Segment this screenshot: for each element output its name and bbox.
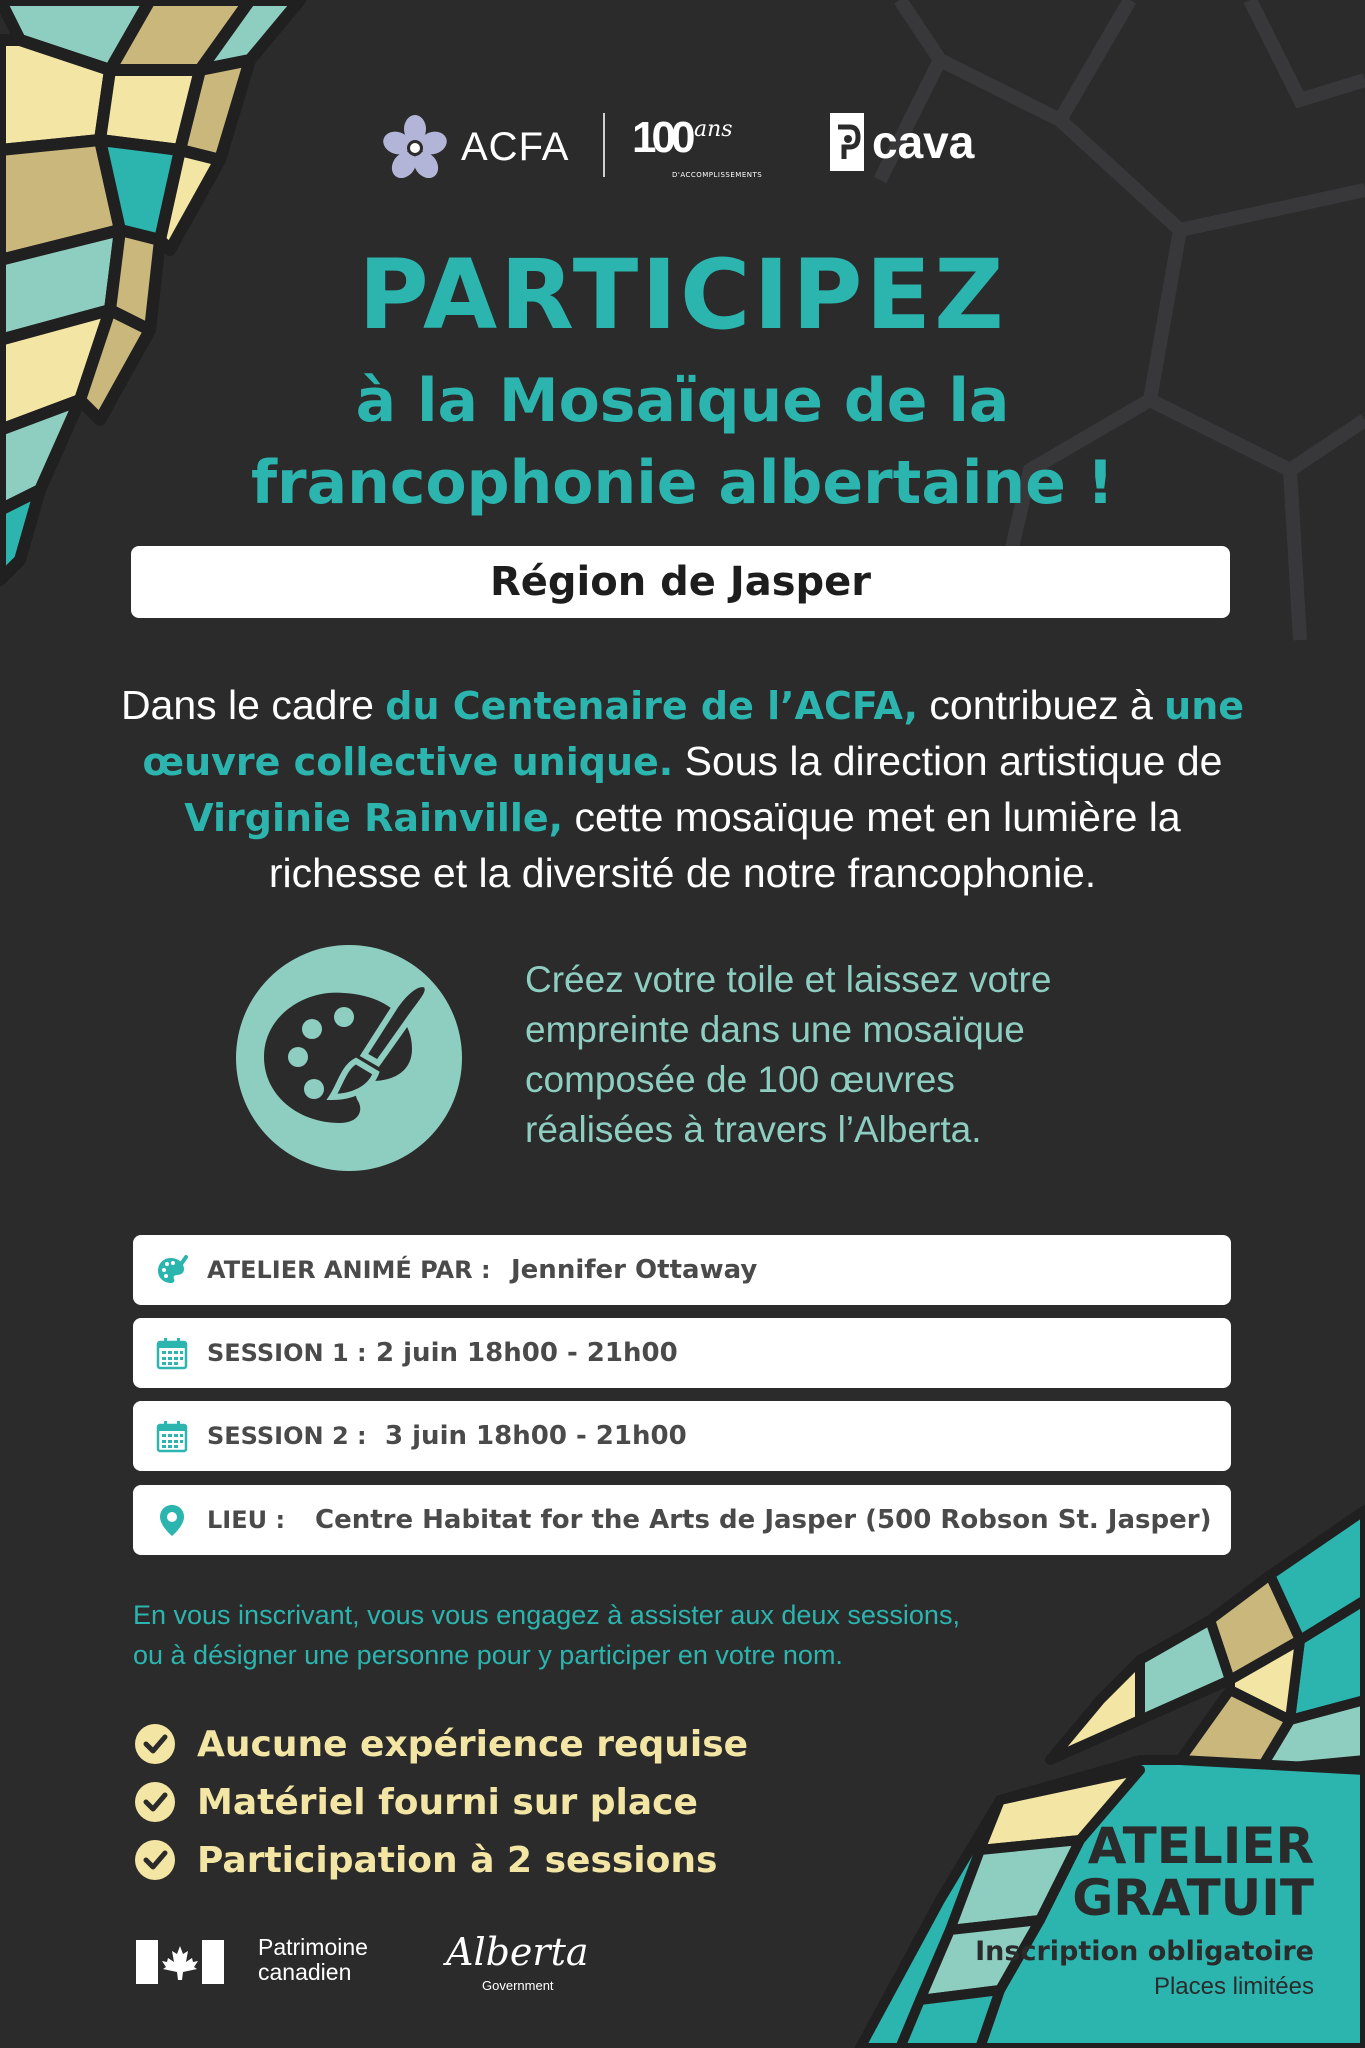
heritage-line-2: canadien: [258, 1959, 352, 1985]
palette-text-line-4: réalisées à travers l’Alberta.: [525, 1109, 982, 1150]
canadian-heritage-logo: [258, 1935, 368, 1985]
centenary-logo: [630, 113, 763, 183]
info-row-location: [133, 1485, 1231, 1555]
palette-icon: [236, 945, 462, 1171]
cava-logo-text: cava: [872, 116, 975, 168]
location-label: LIEU :: [207, 1506, 286, 1534]
location-address: Centre Habitat for the Arts de Jasper (500 Robson St. Jasper): [315, 1505, 1212, 1535]
info-row-session-1: [133, 1318, 1231, 1388]
list-item: [135, 1773, 748, 1831]
intro-text-2: contribuez à: [918, 682, 1165, 728]
centenary-logo-subtitle: D'ACCOMPLISSEMENTS: [672, 171, 763, 179]
animator-label: ATELIER ANIMÉ PAR :: [207, 1256, 491, 1284]
calendar-icon: [155, 1419, 189, 1453]
cava-logo: [830, 113, 974, 171]
cava-mark-icon: [830, 113, 864, 171]
alberta-government-text: Government: [482, 1978, 554, 1993]
centenary-logo-number: 100: [632, 113, 691, 162]
flower-icon: [383, 115, 447, 179]
info-row-session-2: [133, 1401, 1231, 1471]
intro-text-1: Dans le cadre: [120, 682, 386, 728]
region-banner: Région de Jasper: [131, 546, 1230, 618]
limited-places: Places limitées: [1153, 1973, 1314, 2000]
logo-divider: [603, 113, 605, 177]
heritage-line-1: Patrimoine: [258, 1934, 368, 1960]
alberta-government-logo: [446, 1930, 589, 1993]
palette-text-line-2: empreinte dans une mosaïque: [525, 1009, 1025, 1050]
benefit-text: Aucune expérience requise: [197, 1723, 749, 1765]
animator-name: Jennifer Ottaway: [511, 1255, 758, 1285]
free-workshop-line-1: ATELIER: [1087, 1817, 1314, 1875]
subtitle: [0, 360, 1365, 524]
session-2-datetime: 3 juin 18h00 - 21h00: [385, 1421, 687, 1451]
location-pin-icon: [155, 1503, 189, 1537]
palette-text-line-3: composée de 100 œuvres: [525, 1059, 955, 1100]
checkmark-icon: [135, 1782, 175, 1822]
intro-highlight-artist: Virginie Rainville,: [184, 796, 564, 840]
palette-text-line-1: Créez votre toile et laissez votre: [525, 959, 1052, 1000]
list-item: [135, 1831, 748, 1889]
intro-highlight-centenary: du Centenaire de l’ACFA,: [385, 684, 919, 728]
calendar-icon: [155, 1336, 189, 1370]
notice-line-1: En vous inscrivant, vous vous engagez à assister aux deux sessions,: [133, 1600, 960, 1630]
palette-badge: [236, 945, 462, 1171]
centenary-logo-script: ans: [694, 117, 733, 142]
intro-text-4: cette mosaïque met en lumière la richesse et la diversité de notre francophonie.: [268, 794, 1181, 896]
session-1-datetime: 2 juin 18h00 - 21h00: [376, 1338, 678, 1368]
notice-line-2: ou à désigner une personne pour y participer en votre nom.: [133, 1640, 843, 1670]
session-1-label: SESSION 1 :: [207, 1339, 367, 1367]
free-workshop-line-2: GRATUIT: [1072, 1869, 1314, 1927]
benefit-text: Participation à 2 sessions: [197, 1839, 718, 1881]
intro-highlight-collective: une œuvre collective unique.: [142, 684, 1245, 784]
alberta-script: Alberta: [446, 1930, 589, 1974]
registration-notice: [133, 1595, 1133, 1675]
session-2-label: SESSION 2 :: [207, 1422, 367, 1450]
intro-paragraph: [120, 678, 1245, 901]
benefit-text: Matériel fourni sur place: [197, 1781, 698, 1823]
main-title: PARTICIPEZ: [358, 239, 1007, 351]
benefits-list: [135, 1715, 748, 1889]
list-item: [135, 1715, 748, 1773]
palette-small-icon: [155, 1253, 189, 1287]
subtitle-line-2: francophonie albertaine !: [250, 448, 1115, 518]
intro-text-3: Sous la direction artistique de: [673, 738, 1223, 784]
acfa-logo: [383, 115, 569, 179]
canada-flag-icon: [136, 1940, 224, 1984]
partner-logos: [0, 105, 1365, 185]
checkmark-icon: [135, 1724, 175, 1764]
info-row-animator: [133, 1235, 1231, 1305]
subtitle-line-1: à la Mosaïque de la: [355, 366, 1010, 436]
checkmark-icon: [135, 1840, 175, 1880]
acfa-logo-text: ACFA: [461, 124, 570, 169]
free-workshop-block: [975, 1817, 1314, 2001]
palette-description: [525, 955, 1165, 1155]
registration-required: Inscription obligatoire: [975, 1936, 1314, 1967]
